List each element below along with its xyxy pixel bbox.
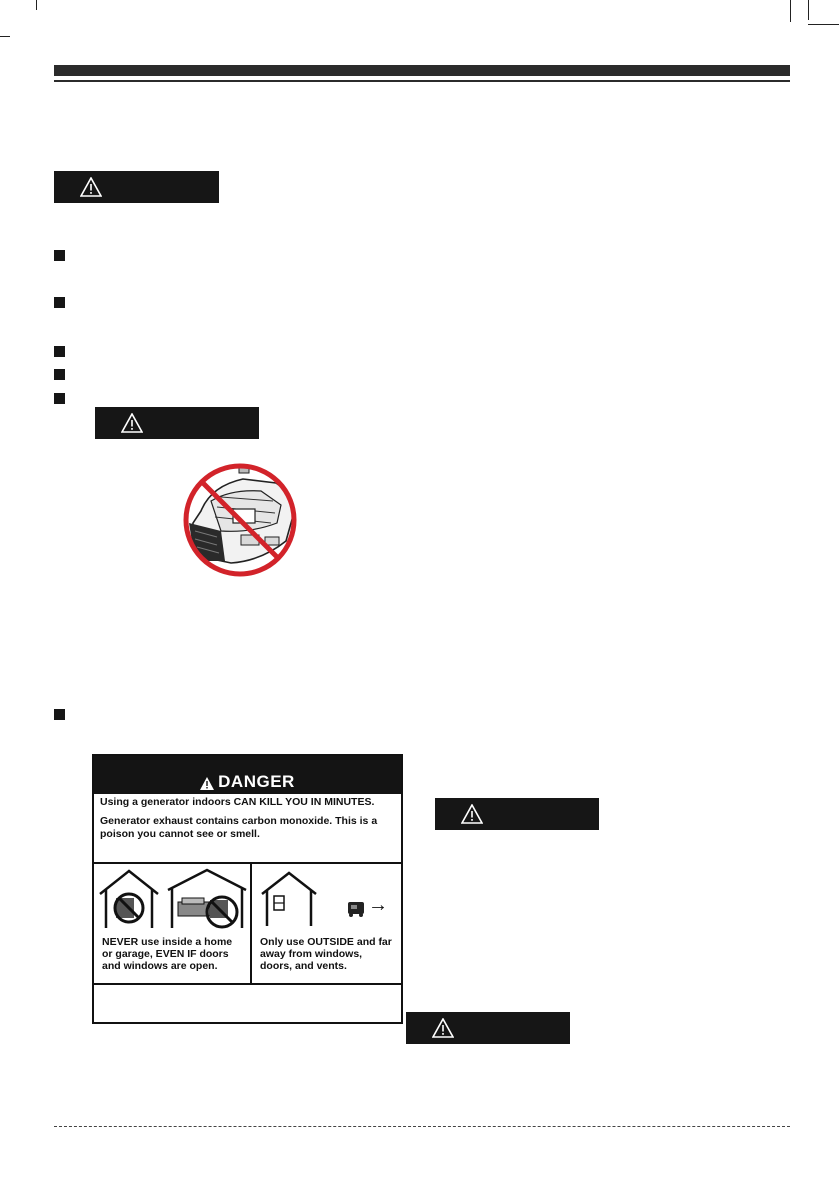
danger-panel-never-text: NEVER use inside a home or garage, EVEN IF doors and windows are open. [102, 936, 233, 972]
warning-bar-2 [95, 407, 259, 439]
footer-rule [54, 1126, 790, 1127]
generator-icon [346, 898, 368, 918]
danger-panel-outside-text: Only use OUTSIDE and far away from windows, doors, and vents. [260, 936, 392, 972]
warning-bar-4 [406, 1012, 570, 1044]
crop-mark-top-right-v2 [808, 0, 809, 20]
crop-mark-top-left-v [36, 0, 37, 10]
crop-mark-top-right [808, 24, 839, 25]
warning-triangle-icon [461, 804, 483, 824]
header-rule-thick [54, 65, 790, 76]
arrow-right-icon: → [368, 894, 388, 916]
warning-triangle-icon [200, 777, 214, 790]
danger-heading: DANGER [218, 772, 295, 791]
warning-bar-1 [54, 171, 219, 203]
bullet-2 [54, 297, 65, 308]
bullet-4 [54, 369, 65, 380]
danger-panel-outside [252, 864, 401, 983]
warning-triangle-icon [121, 413, 143, 433]
warning-triangle-icon [432, 1018, 454, 1038]
crop-mark-top-right-v [790, 0, 791, 22]
danger-label [92, 754, 403, 1024]
danger-header [94, 756, 401, 794]
bullet-5 [54, 393, 65, 404]
danger-line-2: Generator exhaust contains carbon monoxide. This is a poison you cannot see or smell. [100, 815, 378, 840]
garage-icon [166, 868, 248, 930]
crop-mark-top-left [0, 36, 10, 37]
danger-panel-never [94, 864, 252, 983]
warning-bar-3 [435, 798, 599, 830]
bullet-3 [54, 346, 65, 357]
no-indoor-generator-icon [181, 461, 299, 579]
house-icon [98, 868, 160, 930]
header-rule-thin [54, 80, 790, 82]
danger-panels [94, 862, 401, 985]
bullet-1 [54, 250, 65, 261]
danger-line-1: Using a generator indoors CAN KILL YOU IN MINUTES. [100, 796, 375, 808]
warning-triangle-icon [80, 177, 102, 197]
bullet-6 [54, 709, 65, 720]
house-icon [260, 870, 318, 928]
